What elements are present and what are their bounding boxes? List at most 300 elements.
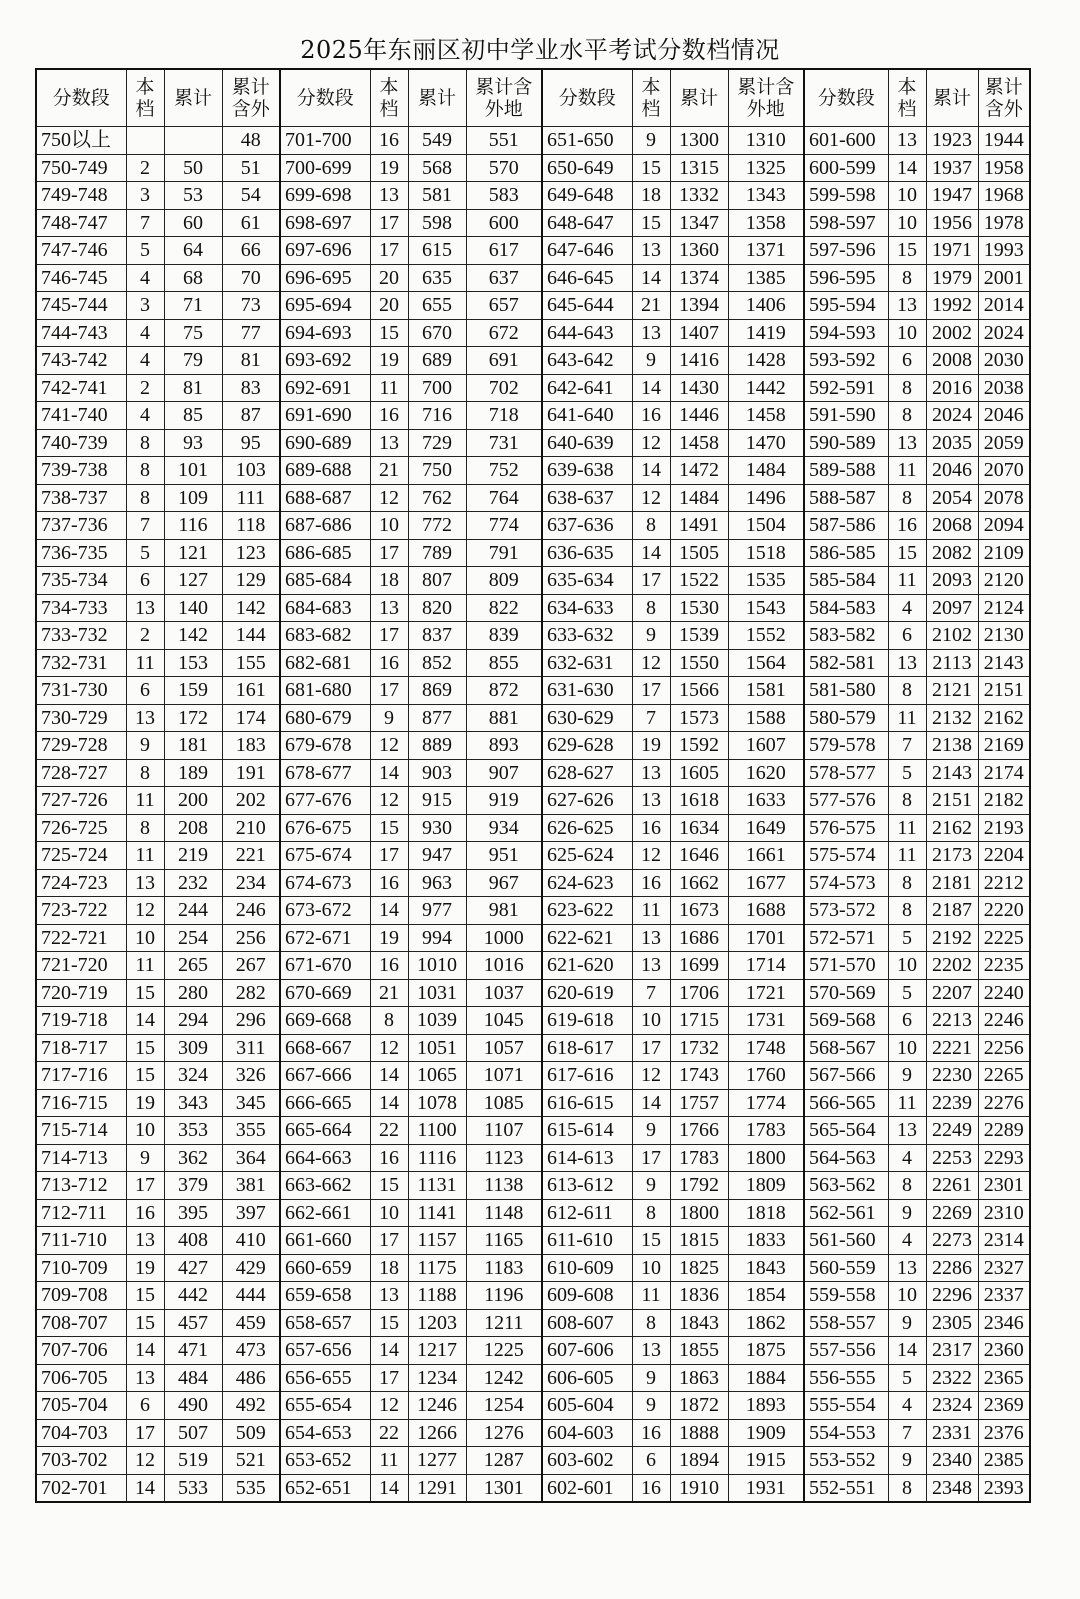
this-band-cell: 8 — [888, 264, 926, 292]
cumulative-cell: 324 — [164, 1062, 222, 1090]
this-band-cell: 16 — [632, 402, 670, 430]
this-band-cell: 4 — [888, 1144, 926, 1172]
this-band-cell: 10 — [888, 952, 926, 980]
this-band-cell: 16 — [632, 1474, 670, 1502]
score-range-cell: 677-676 — [280, 787, 370, 815]
table-row — [36, 1364, 1030, 1392]
this-band-cell: 17 — [632, 567, 670, 595]
score-range-cell: 747-746 — [36, 237, 126, 265]
cumulative-incl-cell: 2001 — [978, 264, 1030, 292]
cumulative-cell: 1157 — [408, 1227, 466, 1255]
cumulative-incl-cell: 2193 — [978, 814, 1030, 842]
cumulative-incl-cell: 809 — [466, 567, 542, 595]
cumulative-cell: 1315 — [670, 154, 728, 182]
cumulative-cell: 2082 — [926, 539, 978, 567]
this-band-cell: 17 — [370, 237, 408, 265]
cumulative-cell: 379 — [164, 1172, 222, 1200]
table-row — [36, 842, 1030, 870]
score-range-cell: 706-705 — [36, 1364, 126, 1392]
cumulative-incl-cell: 183 — [222, 732, 280, 760]
cumulative-incl-cell: 1552 — [728, 622, 804, 650]
this-band-cell: 14 — [370, 759, 408, 787]
this-band-cell: 9 — [888, 1447, 926, 1475]
cumulative-incl-cell: 267 — [222, 952, 280, 980]
this-band-cell: 15 — [126, 1034, 164, 1062]
cumulative-cell: 1234 — [408, 1364, 466, 1392]
this-band-cell: 9 — [632, 1117, 670, 1145]
this-band-cell: 13 — [888, 1117, 926, 1145]
this-band-cell: 13 — [126, 1227, 164, 1255]
cumulative-cell: 1458 — [670, 429, 728, 457]
score-range-cell: 554-553 — [804, 1419, 888, 1447]
table-row — [36, 677, 1030, 705]
cumulative-cell: 1539 — [670, 622, 728, 650]
table-row — [36, 264, 1030, 292]
score-range-cell: 675-674 — [280, 842, 370, 870]
table-row — [36, 1419, 1030, 1447]
this-band-cell: 8 — [888, 897, 926, 925]
this-band-cell: 17 — [632, 677, 670, 705]
score-range-cell: 683-682 — [280, 622, 370, 650]
cumulative-incl-cell: 1385 — [728, 264, 804, 292]
cumulative-incl-cell: 1016 — [466, 952, 542, 980]
cumulative-incl-cell: 2393 — [978, 1474, 1030, 1502]
cumulative-cell: 2249 — [926, 1117, 978, 1145]
this-band-cell: 9 — [632, 1392, 670, 1420]
cumulative-incl-cell: 1535 — [728, 567, 804, 595]
this-band-cell: 11 — [370, 1447, 408, 1475]
cumulative-cell: 903 — [408, 759, 466, 787]
cumulative-incl-cell: 839 — [466, 622, 542, 650]
this-band-cell: 7 — [888, 732, 926, 760]
cumulative-cell: 408 — [164, 1227, 222, 1255]
this-band-cell: 15 — [126, 979, 164, 1007]
this-band-cell: 11 — [632, 897, 670, 925]
cumulative-cell: 1065 — [408, 1062, 466, 1090]
cumulative-incl-cell: 672 — [466, 319, 542, 347]
cumulative-incl-cell: 1944 — [978, 127, 1030, 155]
cumulative-cell: 101 — [164, 457, 222, 485]
score-range-cell: 691-690 — [280, 402, 370, 430]
cumulative-incl-cell: 161 — [222, 677, 280, 705]
cumulative-incl-cell: 2143 — [978, 649, 1030, 677]
cumulative-incl-cell: 1774 — [728, 1089, 804, 1117]
cumulative-incl-cell: 1701 — [728, 924, 804, 952]
this-band-cell: 5 — [126, 237, 164, 265]
score-range-cell: 738-737 — [36, 484, 126, 512]
this-band-cell: 13 — [888, 292, 926, 320]
cumulative-cell: 1039 — [408, 1007, 466, 1035]
cumulative-incl-cell: 570 — [466, 154, 542, 182]
this-band-cell: 9 — [632, 622, 670, 650]
cumulative-cell: 2016 — [926, 374, 978, 402]
cumulative-cell: 2054 — [926, 484, 978, 512]
this-band-cell: 11 — [888, 457, 926, 485]
cumulative-cell: 1888 — [670, 1419, 728, 1447]
cumulative-incl-cell: 2182 — [978, 787, 1030, 815]
page-title: 2025年东丽区初中学业水平考试分数档情况 — [300, 36, 780, 64]
cumulative-incl-cell: 1358 — [728, 209, 804, 237]
cumulative-incl-cell: 981 — [466, 897, 542, 925]
score-range-cell: 718-717 — [36, 1034, 126, 1062]
cumulative-incl-cell: 1301 — [466, 1474, 542, 1502]
cumulative-cell: 1894 — [670, 1447, 728, 1475]
cumulative-cell: 1715 — [670, 1007, 728, 1035]
cumulative-incl-cell: 1818 — [728, 1199, 804, 1227]
this-band-cell: 14 — [632, 457, 670, 485]
this-band-cell: 8 — [888, 402, 926, 430]
header-score-range-3: 分数段 — [542, 69, 632, 127]
score-range-cell: 567-566 — [804, 1062, 888, 1090]
score-range-cell: 661-660 — [280, 1227, 370, 1255]
this-band-cell: 4 — [126, 264, 164, 292]
this-band-cell: 10 — [126, 1117, 164, 1145]
cumulative-incl-cell: 2162 — [978, 704, 1030, 732]
cumulative-incl-cell: 1518 — [728, 539, 804, 567]
this-band-cell: 8 — [126, 759, 164, 787]
cumulative-incl-cell: 521 — [222, 1447, 280, 1475]
cumulative-incl-cell: 551 — [466, 127, 542, 155]
cumulative-incl-cell: 1085 — [466, 1089, 542, 1117]
header-cumulative-incl-2: 累计含 外地 — [466, 69, 542, 127]
cumulative-incl-cell: 2314 — [978, 1227, 1030, 1255]
this-band-cell: 13 — [632, 237, 670, 265]
cumulative-incl-cell: 174 — [222, 704, 280, 732]
cumulative-incl-cell: 1419 — [728, 319, 804, 347]
score-range-cell: 583-582 — [804, 622, 888, 650]
this-band-cell: 9 — [888, 1309, 926, 1337]
score-range-cell: 687-686 — [280, 512, 370, 540]
score-range-cell: 742-741 — [36, 374, 126, 402]
cumulative-incl-cell: 1721 — [728, 979, 804, 1007]
cumulative-cell: 1291 — [408, 1474, 466, 1502]
this-band-cell: 8 — [888, 869, 926, 897]
score-range-cell: 635-634 — [542, 567, 632, 595]
cumulative-cell: 1825 — [670, 1254, 728, 1282]
cumulative-cell: 1416 — [670, 347, 728, 375]
score-range-cell: 590-589 — [804, 429, 888, 457]
score-range-cell: 650-649 — [542, 154, 632, 182]
this-band-cell: 4 — [888, 594, 926, 622]
cumulative-incl-cell: 282 — [222, 979, 280, 1007]
score-range-cell: 616-615 — [542, 1089, 632, 1117]
score-range-cell: 575-574 — [804, 842, 888, 870]
cumulative-incl-cell: 73 — [222, 292, 280, 320]
score-range-cell: 707-706 — [36, 1337, 126, 1365]
cumulative-incl-cell: 2130 — [978, 622, 1030, 650]
this-band-cell: 12 — [370, 787, 408, 815]
score-range-cell: 719-718 — [36, 1007, 126, 1035]
cumulative-cell: 427 — [164, 1254, 222, 1282]
header-cumulative-3: 累计 — [670, 69, 728, 127]
cumulative-incl-cell: 83 — [222, 374, 280, 402]
cumulative-cell: 232 — [164, 869, 222, 897]
score-range-cell: 621-620 — [542, 952, 632, 980]
cumulative-incl-cell: 1809 — [728, 1172, 804, 1200]
cumulative-incl-cell: 1800 — [728, 1144, 804, 1172]
score-range-cell: 553-552 — [804, 1447, 888, 1475]
score-range-cell: 629-628 — [542, 732, 632, 760]
cumulative-incl-cell: 2337 — [978, 1282, 1030, 1310]
cumulative-cell: 2305 — [926, 1309, 978, 1337]
table-row — [36, 1117, 1030, 1145]
score-range-cell: 633-632 — [542, 622, 632, 650]
score-range-cell: 624-623 — [542, 869, 632, 897]
cumulative-cell: 1217 — [408, 1337, 466, 1365]
score-range-cell: 741-740 — [36, 402, 126, 430]
this-band-cell: 4 — [126, 347, 164, 375]
this-band-cell: 9 — [632, 1364, 670, 1392]
cumulative-incl-cell: 1607 — [728, 732, 804, 760]
cumulative-incl-cell: 1760 — [728, 1062, 804, 1090]
score-range-cell: 623-622 — [542, 897, 632, 925]
cumulative-cell: 2097 — [926, 594, 978, 622]
this-band-cell: 5 — [888, 924, 926, 952]
this-band-cell: 16 — [888, 512, 926, 540]
cumulative-cell: 265 — [164, 952, 222, 980]
cumulative-cell: 109 — [164, 484, 222, 512]
cumulative-incl-cell: 381 — [222, 1172, 280, 1200]
this-band-cell: 10 — [632, 1254, 670, 1282]
this-band-cell: 16 — [632, 1419, 670, 1447]
score-range-cell: 716-715 — [36, 1089, 126, 1117]
this-band-cell: 13 — [632, 319, 670, 347]
this-band-cell: 16 — [370, 402, 408, 430]
score-range-cell: 609-608 — [542, 1282, 632, 1310]
score-range-cell: 664-663 — [280, 1144, 370, 1172]
this-band-cell: 14 — [370, 1062, 408, 1090]
cumulative-cell: 1686 — [670, 924, 728, 952]
cumulative-cell: 1430 — [670, 374, 728, 402]
cumulative-cell: 729 — [408, 429, 466, 457]
cumulative-cell: 1766 — [670, 1117, 728, 1145]
score-range-cell: 700-699 — [280, 154, 370, 182]
cumulative-incl-cell: 1862 — [728, 1309, 804, 1337]
cumulative-cell: 1836 — [670, 1282, 728, 1310]
cumulative-incl-cell: 1287 — [466, 1447, 542, 1475]
this-band-cell: 22 — [370, 1419, 408, 1447]
cumulative-cell: 2068 — [926, 512, 978, 540]
this-band-cell: 17 — [370, 1227, 408, 1255]
table-row — [36, 127, 1030, 155]
this-band-cell: 10 — [370, 512, 408, 540]
cumulative-incl-cell: 2225 — [978, 924, 1030, 952]
table-row — [36, 814, 1030, 842]
table-row — [36, 1309, 1030, 1337]
this-band-cell: 13 — [888, 127, 926, 155]
cumulative-incl-cell: 967 — [466, 869, 542, 897]
cumulative-cell: 457 — [164, 1309, 222, 1337]
this-band-cell: 14 — [632, 264, 670, 292]
header-this-band-2: 本档 — [370, 69, 408, 127]
cumulative-cell: 71 — [164, 292, 222, 320]
this-band-cell: 16 — [370, 869, 408, 897]
score-range-cell: 673-672 — [280, 897, 370, 925]
cumulative-incl-cell: 2024 — [978, 319, 1030, 347]
this-band-cell: 7 — [126, 209, 164, 237]
cumulative-cell: 2340 — [926, 1447, 978, 1475]
score-range-cell: 576-575 — [804, 814, 888, 842]
table-row — [36, 979, 1030, 1007]
score-range-cell: 572-571 — [804, 924, 888, 952]
cumulative-cell: 1792 — [670, 1172, 728, 1200]
this-band-cell: 6 — [126, 1392, 164, 1420]
this-band-cell: 12 — [632, 484, 670, 512]
score-range-cell: 682-681 — [280, 649, 370, 677]
header-cumulative-1: 累计 — [164, 69, 222, 127]
cumulative-incl-cell: 1225 — [466, 1337, 542, 1365]
this-band-cell: 15 — [370, 1309, 408, 1337]
cumulative-cell: 362 — [164, 1144, 222, 1172]
table-row — [36, 704, 1030, 732]
cumulative-incl-cell: 1633 — [728, 787, 804, 815]
score-range-cell: 731-730 — [36, 677, 126, 705]
score-range-cell: 674-673 — [280, 869, 370, 897]
this-band-cell: 5 — [126, 539, 164, 567]
header-this-band-1: 本 档 — [126, 69, 164, 127]
table-row — [36, 1199, 1030, 1227]
cumulative-incl-cell: 1496 — [728, 484, 804, 512]
table-body — [36, 127, 1030, 1503]
this-band-cell: 4 — [126, 319, 164, 347]
cumulative-cell: 2348 — [926, 1474, 978, 1502]
cumulative-incl-cell: 1909 — [728, 1419, 804, 1447]
score-range-cell: 665-664 — [280, 1117, 370, 1145]
cumulative-cell: 1783 — [670, 1144, 728, 1172]
this-band-cell: 16 — [370, 649, 408, 677]
cumulative-cell: 1662 — [670, 869, 728, 897]
cumulative-cell: 1332 — [670, 182, 728, 210]
cumulative-cell: 1175 — [408, 1254, 466, 1282]
cumulative-cell: 2113 — [926, 649, 978, 677]
cumulative-incl-cell: 2293 — [978, 1144, 1030, 1172]
cumulative-cell: 2024 — [926, 402, 978, 430]
cumulative-cell: 1505 — [670, 539, 728, 567]
score-range-cell: 681-680 — [280, 677, 370, 705]
cumulative-incl-cell: 61 — [222, 209, 280, 237]
table-row — [36, 924, 1030, 952]
cumulative-cell: 2331 — [926, 1419, 978, 1447]
score-range-cell: 672-671 — [280, 924, 370, 952]
cumulative-cell: 189 — [164, 759, 222, 787]
score-range-cell: 648-647 — [542, 209, 632, 237]
score-range-cell: 730-729 — [36, 704, 126, 732]
cumulative-cell: 442 — [164, 1282, 222, 1310]
cumulative-incl-cell: 1211 — [466, 1309, 542, 1337]
cumulative-incl-cell: 872 — [466, 677, 542, 705]
cumulative-incl-cell: 2094 — [978, 512, 1030, 540]
cumulative-incl-cell: 583 — [466, 182, 542, 210]
table-row — [36, 732, 1030, 760]
table-row — [36, 1282, 1030, 1310]
cumulative-cell: 244 — [164, 897, 222, 925]
this-band-cell: 12 — [370, 1392, 408, 1420]
this-band-cell: 14 — [632, 1089, 670, 1117]
cumulative-cell: 1592 — [670, 732, 728, 760]
cumulative-incl-cell: 118 — [222, 512, 280, 540]
this-band-cell: 19 — [126, 1254, 164, 1282]
cumulative-incl-cell: 221 — [222, 842, 280, 870]
this-band-cell: 8 — [888, 484, 926, 512]
cumulative-incl-cell: 444 — [222, 1282, 280, 1310]
cumulative-incl-cell: 2059 — [978, 429, 1030, 457]
score-range-cell: 669-668 — [280, 1007, 370, 1035]
score-range-cell: 552-551 — [804, 1474, 888, 1502]
cumulative-incl-cell: 934 — [466, 814, 542, 842]
cumulative-cell: 2035 — [926, 429, 978, 457]
this-band-cell: 17 — [632, 1034, 670, 1062]
this-band-cell: 7 — [632, 704, 670, 732]
score-range-cell: 586-585 — [804, 539, 888, 567]
cumulative-cell: 2317 — [926, 1337, 978, 1365]
this-band-cell: 5 — [888, 979, 926, 1007]
cumulative-incl-cell: 2240 — [978, 979, 1030, 1007]
cumulative-cell: 484 — [164, 1364, 222, 1392]
cumulative-cell: 1010 — [408, 952, 466, 980]
score-range-cell: 611-610 — [542, 1227, 632, 1255]
cumulative-cell: 1646 — [670, 842, 728, 870]
cumulative-cell: 1203 — [408, 1309, 466, 1337]
score-range-cell: 558-557 — [804, 1309, 888, 1337]
this-band-cell: 10 — [888, 319, 926, 347]
this-band-cell: 11 — [888, 814, 926, 842]
cumulative-incl-cell: 2369 — [978, 1392, 1030, 1420]
this-band-cell: 11 — [888, 842, 926, 870]
this-band-cell: 8 — [126, 814, 164, 842]
score-range-cell: 561-560 — [804, 1227, 888, 1255]
cumulative-incl-cell: 764 — [466, 484, 542, 512]
score-range-cell: 606-605 — [542, 1364, 632, 1392]
cumulative-incl-cell: 855 — [466, 649, 542, 677]
table-row — [36, 649, 1030, 677]
cumulative-incl-cell: 2265 — [978, 1062, 1030, 1090]
score-range-cell: 607-606 — [542, 1337, 632, 1365]
score-range-cell: 667-666 — [280, 1062, 370, 1090]
score-range-cell: 627-626 — [542, 787, 632, 815]
cumulative-cell: 877 — [408, 704, 466, 732]
score-range-cell: 608-607 — [542, 1309, 632, 1337]
cumulative-cell: 837 — [408, 622, 466, 650]
cumulative-incl-cell: 345 — [222, 1089, 280, 1117]
cumulative-cell: 670 — [408, 319, 466, 347]
cumulative-cell: 2093 — [926, 567, 978, 595]
this-band-cell: 8 — [126, 429, 164, 457]
cumulative-incl-cell: 2220 — [978, 897, 1030, 925]
score-range-cell: 601-600 — [804, 127, 888, 155]
this-band-cell: 9 — [632, 1172, 670, 1200]
score-range-cell: 656-655 — [280, 1364, 370, 1392]
score-range-cell: 564-563 — [804, 1144, 888, 1172]
table-row — [36, 1447, 1030, 1475]
cumulative-incl-cell: 191 — [222, 759, 280, 787]
table-row — [36, 1227, 1030, 1255]
this-band-cell: 9 — [126, 732, 164, 760]
cumulative-cell: 789 — [408, 539, 466, 567]
cumulative-incl-cell: 1071 — [466, 1062, 542, 1090]
cumulative-incl-cell: 311 — [222, 1034, 280, 1062]
score-range-cell: 743-742 — [36, 347, 126, 375]
cumulative-incl-cell: 2124 — [978, 594, 1030, 622]
table-row — [36, 787, 1030, 815]
score-range-cell: 625-624 — [542, 842, 632, 870]
cumulative-cell: 2230 — [926, 1062, 978, 1090]
cumulative-incl-cell: 1543 — [728, 594, 804, 622]
this-band-cell: 6 — [126, 677, 164, 705]
score-range-cell: 581-580 — [804, 677, 888, 705]
cumulative-incl-cell: 509 — [222, 1419, 280, 1447]
cumulative-incl-cell: 1677 — [728, 869, 804, 897]
cumulative-incl-cell: 2301 — [978, 1172, 1030, 1200]
